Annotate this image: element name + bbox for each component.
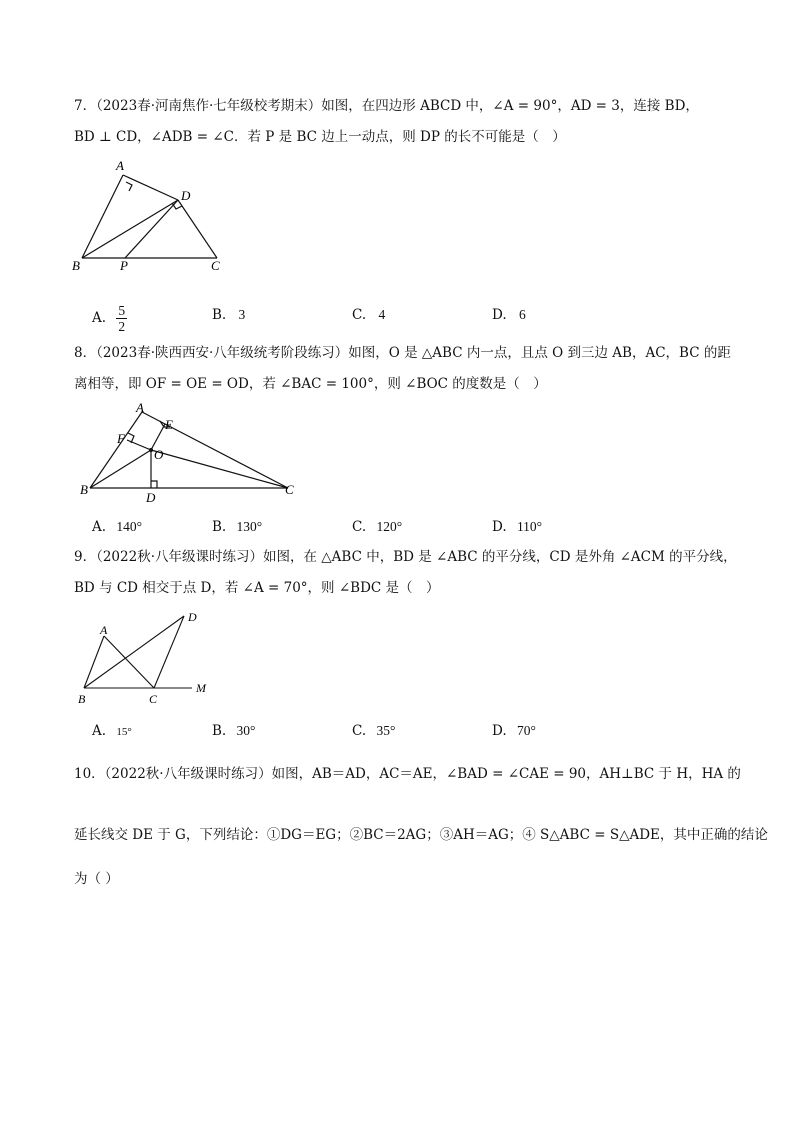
q8-label-O: O [154,447,164,462]
q7-label-C: C [211,258,220,273]
q10-stem-line3: 为（ ） [74,871,119,887]
q7-stem-line1: 7．（2023春·河南焦作·七年级校考期末）如图，在四边形 ABCD 中，∠A = 90°，AD = 3，连接 BD， [74,98,699,114]
q9-option-c-key: C. [352,723,367,739]
q7-option-c[interactable] [352,305,385,325]
q9-label-D: D [188,610,197,624]
q7-label-B: B [72,258,80,273]
q9-option-b[interactable] [212,721,255,741]
q8-option-c[interactable] [352,517,402,537]
q9-label-C: C [149,692,158,706]
q8-option-a-text: 140° [116,519,142,534]
q7-option-b-key: B. [212,307,227,323]
q8-stem-line1: 8．（2023春·陕西西安·八年级统考阶段练习）如图，O 是 △ABC 内一点，且点 O 到三边 AB，AC，BC 的距 [74,345,731,361]
q10-stem-line2: 延长线交 DE 于 G，下列结论：①DG＝EG；②BC＝2AG；③AH＝AG；④ S△ABC = S△ADE，其中正确的结论 [74,827,768,843]
q8-option-b[interactable] [212,517,262,537]
q8-option-a-key: A. [92,519,107,535]
q9-option-b-key: B. [212,723,227,739]
q8-option-d[interactable] [492,517,542,537]
q8-label-E: E [165,417,173,432]
q9-stem-line2: BD 与 CD 相交于点 D，若 ∠A = 70°，则 ∠BDC 是（ ） [74,580,440,596]
q7-option-a-key: A. [92,310,107,326]
q8-stem-line2: 离相等，即 OF = OE = OD，若 ∠BAC = 100°，则 ∠BOC 的度数是（ ） [74,376,547,392]
q7-option-b[interactable] [212,305,245,325]
q9-option-c-text: 35° [376,723,396,738]
q9-option-a-key: A. [92,723,107,739]
q7-option-a[interactable] [92,303,127,334]
q8-label-B: B [80,482,88,497]
q7-figure [70,158,240,278]
q9-option-a-text: 15° [116,726,132,738]
q8-label-A: A [136,402,144,415]
q8-option-d-text: 110° [516,519,543,534]
q8-label-C: C [285,482,294,497]
q7-option-c-key: C. [352,307,367,323]
q8-option-b-text: 130° [236,519,263,534]
q8-option-a[interactable] [92,517,142,537]
q7-option-a-denominator: 2 [118,319,126,334]
q7-option-a-fraction [116,303,127,334]
q7-stem-line2: BD ⊥ CD，∠ADB = ∠C．若 P 是 BC 边上一动点，则 DP 的长不可能是（ ） [74,129,566,145]
q7-label-P: P [120,258,128,273]
q9-option-d-text: 70° [516,723,536,738]
q10-stem-line1: 10．（2022秋·八年级课时练习）如图，AB＝AD，AC＝AE，∠BAD = ∠CAE = 90，AH⊥BC 于 H，HA 的 [74,766,741,782]
q9-label-B: B [78,692,86,706]
q8-option-b-key: B. [212,519,227,535]
q7-label-D: D [181,188,191,203]
q8-option-c-key: C. [352,519,367,535]
q9-option-d[interactable] [492,721,536,741]
q7-option-c-text: 4 [378,307,386,322]
q8-option-d-key: D. [492,519,507,535]
q9-stem-line1: 9．（2022秋·八年级课时练习）如图，在 △ABC 中，BD 是 ∠ABC 的平分线，CD 是外角 ∠ACM 的平分线， [74,549,737,565]
q7-option-d-key: D. [492,307,507,323]
q8-option-c-text: 120° [376,519,403,534]
q7-option-d-text: 6 [518,307,526,322]
q9-option-a[interactable] [92,721,132,742]
q9-label-M: M [196,681,206,695]
q8-label-D: D [146,490,156,505]
q9-option-b-text: 30° [236,723,256,738]
q8-label-F: F [117,431,125,446]
q9-option-d-key: D. [492,723,507,739]
q7-option-b-text: 3 [238,307,246,322]
q9-figure [74,606,224,710]
q8-figure [76,402,308,506]
q7-option-a-numerator: 5 [118,303,126,318]
q9-label-A: A [100,623,108,637]
q7-label-A: A [116,158,124,173]
q9-option-c[interactable] [352,721,395,741]
q7-option-d[interactable] [492,305,526,325]
